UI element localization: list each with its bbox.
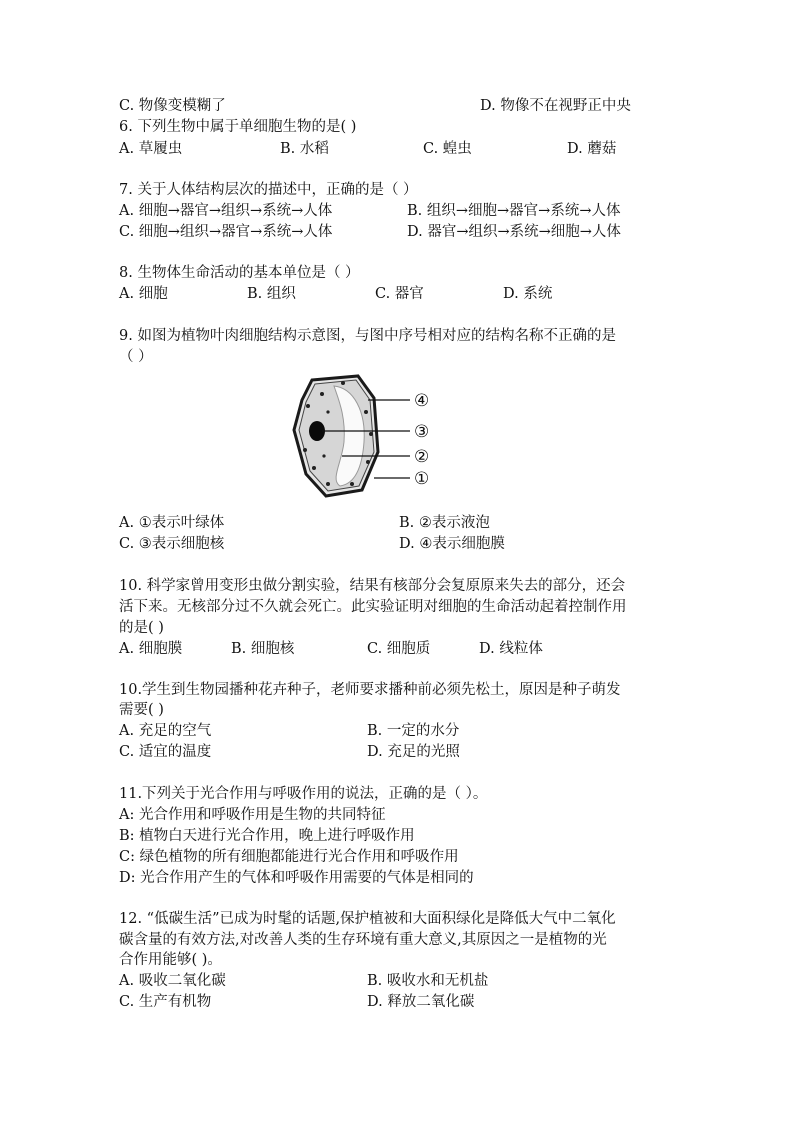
- figure-label-3: ③: [414, 422, 430, 442]
- q10b-option-d: D. 充足的光照: [367, 744, 460, 760]
- q7-option-c: C. 细胞→组织→器官→系统→人体: [119, 224, 333, 240]
- q8-option-a: A. 细胞: [119, 286, 168, 302]
- q12-option-a: A. 吸收二氧化碳: [119, 973, 226, 989]
- q6-option-a: A. 草履虫: [119, 141, 183, 157]
- q11-option-b: B: 植物白天进行光合作用，晚上进行呼吸作用: [119, 828, 415, 844]
- q10b-option-a: A. 充足的空气: [119, 723, 212, 739]
- q6-option-c: C. 蝗虫: [423, 141, 472, 157]
- q7-option-b: B. 组织→细胞→器官→系统→人体: [407, 203, 621, 219]
- q11-option-d: D: 光合作用产生的气体和呼吸作用需要的气体是相同的: [119, 870, 474, 886]
- q7-option-d: D. 器官→组织→系统→细胞→人体: [407, 224, 621, 240]
- q8-option-d: D. 系统: [503, 286, 553, 302]
- q12-option-d: D. 释放二氧化碳: [367, 994, 475, 1010]
- figure-label-4: ④: [414, 391, 430, 411]
- q10b-option-b: B. 一定的水分: [367, 723, 460, 739]
- q10a-stem-line1: 10. 科学家曾用变形虫做分割实验，结果有核部分会复原原来失去的部分，还会: [119, 578, 626, 594]
- q8-option-c: C. 器官: [375, 286, 424, 302]
- q9-stem-line1: 9. 如图为植物叶肉细胞结构示意图，与图中序号相对应的结构名称不正确的是: [119, 328, 616, 344]
- q9-option-a: A. ①表示叶绿体: [119, 515, 225, 531]
- q11-option-c: C: 绿色植物的所有细胞都能进行光合作用和呼吸作用: [119, 849, 459, 865]
- figure-label-1: ①: [414, 469, 430, 489]
- q9-option-c: C. ③表示细胞核: [119, 536, 225, 552]
- q7-stem: 7. 关于人体结构层次的描述中，正确的是（ ）: [119, 182, 418, 198]
- q8-stem: 8. 生物体生命活动的基本单位是（ ）: [119, 265, 360, 281]
- q7-option-a: A. 细胞→器官→组织→系统→人体: [119, 203, 333, 219]
- q10b-option-c: C. 适宜的温度: [119, 744, 212, 760]
- q12-option-c: C. 生产有机物: [119, 994, 212, 1010]
- q6-option-b: B. 水稻: [280, 141, 329, 157]
- q5-option-d: D. 物像不在视野正中央: [480, 98, 631, 114]
- q10b-stem-line1: 10.学生到生物园播种花卉种子，老师要求播种前必须先松土，原因是种子萌发: [119, 682, 621, 698]
- q10a-option-a: A. 细胞膜: [119, 641, 183, 657]
- q10a-option-d: D. 线粒体: [479, 641, 543, 657]
- q12-stem-line1: 12. “低碳生活”已成为时髦的话题,保护植被和大面积绿化是降低大气中二氧化: [119, 911, 616, 927]
- q8-option-b: B. 组织: [247, 286, 296, 302]
- q10a-option-c: C. 细胞质: [367, 641, 431, 657]
- q9-option-b: B. ②表示液泡: [399, 515, 490, 531]
- q12-stem-line2: 碳含量的有效方法,对改善人类的生存环境有重大意义,其原因之一是植物的光: [119, 932, 607, 948]
- q6-option-d: D. 蘑菇: [567, 141, 617, 157]
- q11-stem: 11.下列关于光合作用与呼吸作用的说法，正确的是（ ）。: [119, 786, 488, 802]
- q9-option-d: D. ④表示细胞膜: [399, 536, 505, 552]
- q12-stem-line3: 合作用能够( )。: [119, 952, 222, 968]
- q9-stem-line2: （ ）: [119, 349, 153, 365]
- q10a-option-b: B. 细胞核: [231, 641, 295, 657]
- q5-option-c: C. 物像变模糊了: [119, 98, 226, 114]
- q10a-stem-line3: 的是( ): [119, 620, 164, 636]
- q11-option-a: A: 光合作用和呼吸作用是生物的共同特征: [119, 807, 386, 823]
- q6-stem: 6. 下列生物中属于单细胞生物的是( ): [119, 119, 357, 135]
- figure-label-2: ②: [414, 447, 430, 467]
- q12-option-b: B. 吸收水和无机盐: [367, 973, 489, 989]
- q10b-stem-line2: 需要( ): [119, 702, 164, 718]
- q10a-stem-line2: 活下来。无核部分过不久就会死亡。此实验证明对细胞的生命活动起着控制作用: [119, 599, 627, 615]
- plant-cell-figure: [288, 372, 448, 498]
